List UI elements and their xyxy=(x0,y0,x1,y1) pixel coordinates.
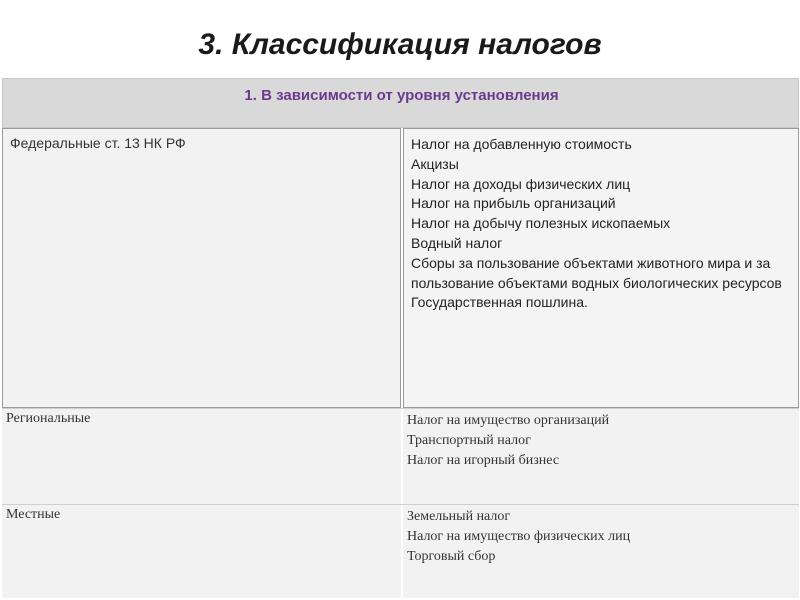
taxes-cell xyxy=(403,128,799,408)
category-cell xyxy=(2,128,401,408)
tax-item: Земельный налог xyxy=(407,509,511,524)
slide-title: 3. Классификация налогов xyxy=(198,28,602,61)
tax-list xyxy=(407,411,609,471)
category-label: Региональные xyxy=(6,411,91,426)
tax-item: Торговый сбор xyxy=(407,549,496,564)
tax-item: Транспортный налог xyxy=(407,433,531,448)
tax-item: Налог на доходы физических лиц xyxy=(411,175,631,192)
tax-item: Налог на добавленную стоимость xyxy=(411,136,632,152)
category-label: Местные xyxy=(6,507,61,522)
taxes-cell xyxy=(403,409,799,504)
table-row-federal xyxy=(2,128,799,408)
tax-item: Налог на игорный бизнес xyxy=(407,453,560,468)
taxes-cell xyxy=(403,505,799,598)
tax-list xyxy=(407,507,630,567)
table-row-regional xyxy=(2,409,799,504)
tax-classification-table xyxy=(2,78,799,598)
tax-item: Сборы за пользование объектами животного мира и за пользование объектами водных биологических ресурсов xyxy=(411,254,782,291)
table-header-text: 1. В зависимости от уровня установления xyxy=(244,87,559,104)
tax-item: Государственная пошлина. xyxy=(411,294,588,311)
tax-item: Налог на имущество организаций xyxy=(407,413,610,428)
tax-item: Акцизы xyxy=(411,155,459,172)
tax-item: Налог на имущество физических лиц xyxy=(407,529,631,544)
category-cell xyxy=(2,409,401,504)
tax-list xyxy=(411,135,791,313)
category-cell xyxy=(2,505,401,598)
tax-item: Налог на добычу полезных ископаемых xyxy=(411,215,671,232)
table-row-local xyxy=(2,505,799,598)
table-header xyxy=(2,78,799,128)
tax-item: Водный налог xyxy=(411,234,503,251)
category-label: Федеральные ст. 13 НК РФ xyxy=(10,135,186,151)
tax-item: Налог на прибыль организаций xyxy=(411,195,616,212)
